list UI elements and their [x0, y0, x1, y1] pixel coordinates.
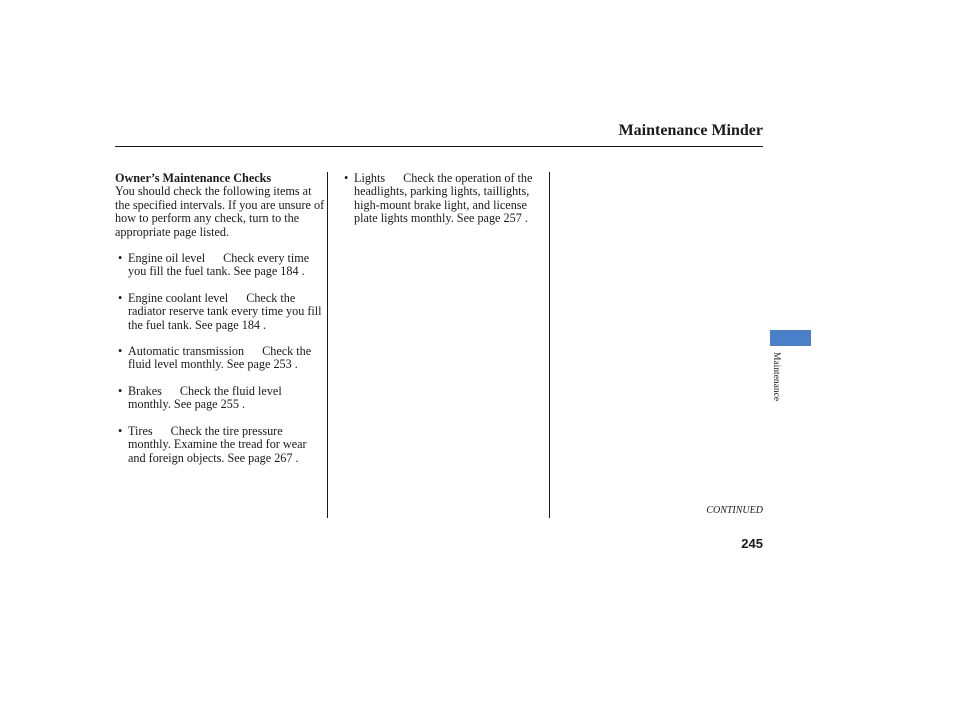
item-text: Check every time you fill the fuel tank. See page — [128, 251, 310, 279]
item-text: Check the tire pressure monthly. Examine the tread for wear and foreign objects. See page — [128, 423, 307, 465]
list-item-automatic-transmission — [115, 345, 325, 372]
item-end: . — [294, 357, 298, 372]
list-item-engine-coolant — [115, 292, 325, 332]
item-text: Check the operation of the headlights, parking lights, taillights, high-mount brake light, and license plate lights monthly. See page — [354, 171, 533, 226]
page-number: 245 — [741, 536, 763, 551]
bullet-icon: • — [118, 251, 123, 266]
item-label: Engine coolant level — [128, 290, 229, 305]
intro-paragraph: You should check the following items at the specified intervals. If you are unsure of how to perform any check, turn to the appropriate page listed. — [115, 184, 325, 239]
item-end: . — [263, 317, 267, 332]
column-divider-left — [327, 172, 328, 518]
page-ref-link[interactable]: 184 — [241, 317, 260, 332]
bullet-icon: • — [118, 290, 123, 305]
header-rule — [115, 146, 763, 147]
bullet-icon: • — [344, 171, 349, 185]
item-end: . — [301, 264, 305, 279]
page-title: Maintenance Minder — [618, 122, 763, 139]
item-label: Lights — [354, 171, 386, 185]
page-ref-link[interactable]: 257 — [503, 211, 522, 226]
item-text: Check the fluid level monthly. See page — [128, 344, 312, 372]
page-ref-link[interactable]: 253 — [273, 357, 292, 372]
list-item-engine-oil — [115, 252, 325, 279]
item-end: . — [524, 211, 528, 226]
page-ref-link[interactable]: 255 — [220, 397, 239, 412]
bullet-icon: • — [118, 344, 123, 359]
item-end: . — [241, 397, 246, 412]
item-label: Engine oil level — [128, 251, 206, 266]
page-ref-link[interactable]: 267 — [274, 450, 293, 465]
item-text: Check the fluid level monthly. See page — [128, 383, 282, 412]
list-item-brakes — [115, 385, 325, 412]
item-end: . — [295, 450, 299, 465]
section-tab-label: Maintenance — [771, 352, 781, 402]
item-label: Automatic transmission — [128, 344, 245, 359]
continued-label: CONTINUED — [706, 505, 763, 516]
page-ref-link[interactable]: 184 — [280, 264, 299, 279]
column-divider-right — [549, 172, 550, 518]
item-label: Tires — [128, 423, 153, 438]
list-item-tires — [115, 425, 325, 465]
item-label: Brakes — [128, 383, 162, 398]
item-text: Check the radiator reserve tank every time you fill the fuel tank. See page — [128, 290, 322, 332]
bullet-icon: • — [118, 423, 123, 438]
section-heading: Owner’s Maintenance Checks — [115, 171, 272, 185]
column-two — [341, 172, 546, 226]
list-item-lights — [341, 172, 546, 226]
column-one — [115, 172, 325, 465]
bullet-icon: • — [118, 383, 123, 398]
section-tab[interactable] — [770, 330, 811, 346]
